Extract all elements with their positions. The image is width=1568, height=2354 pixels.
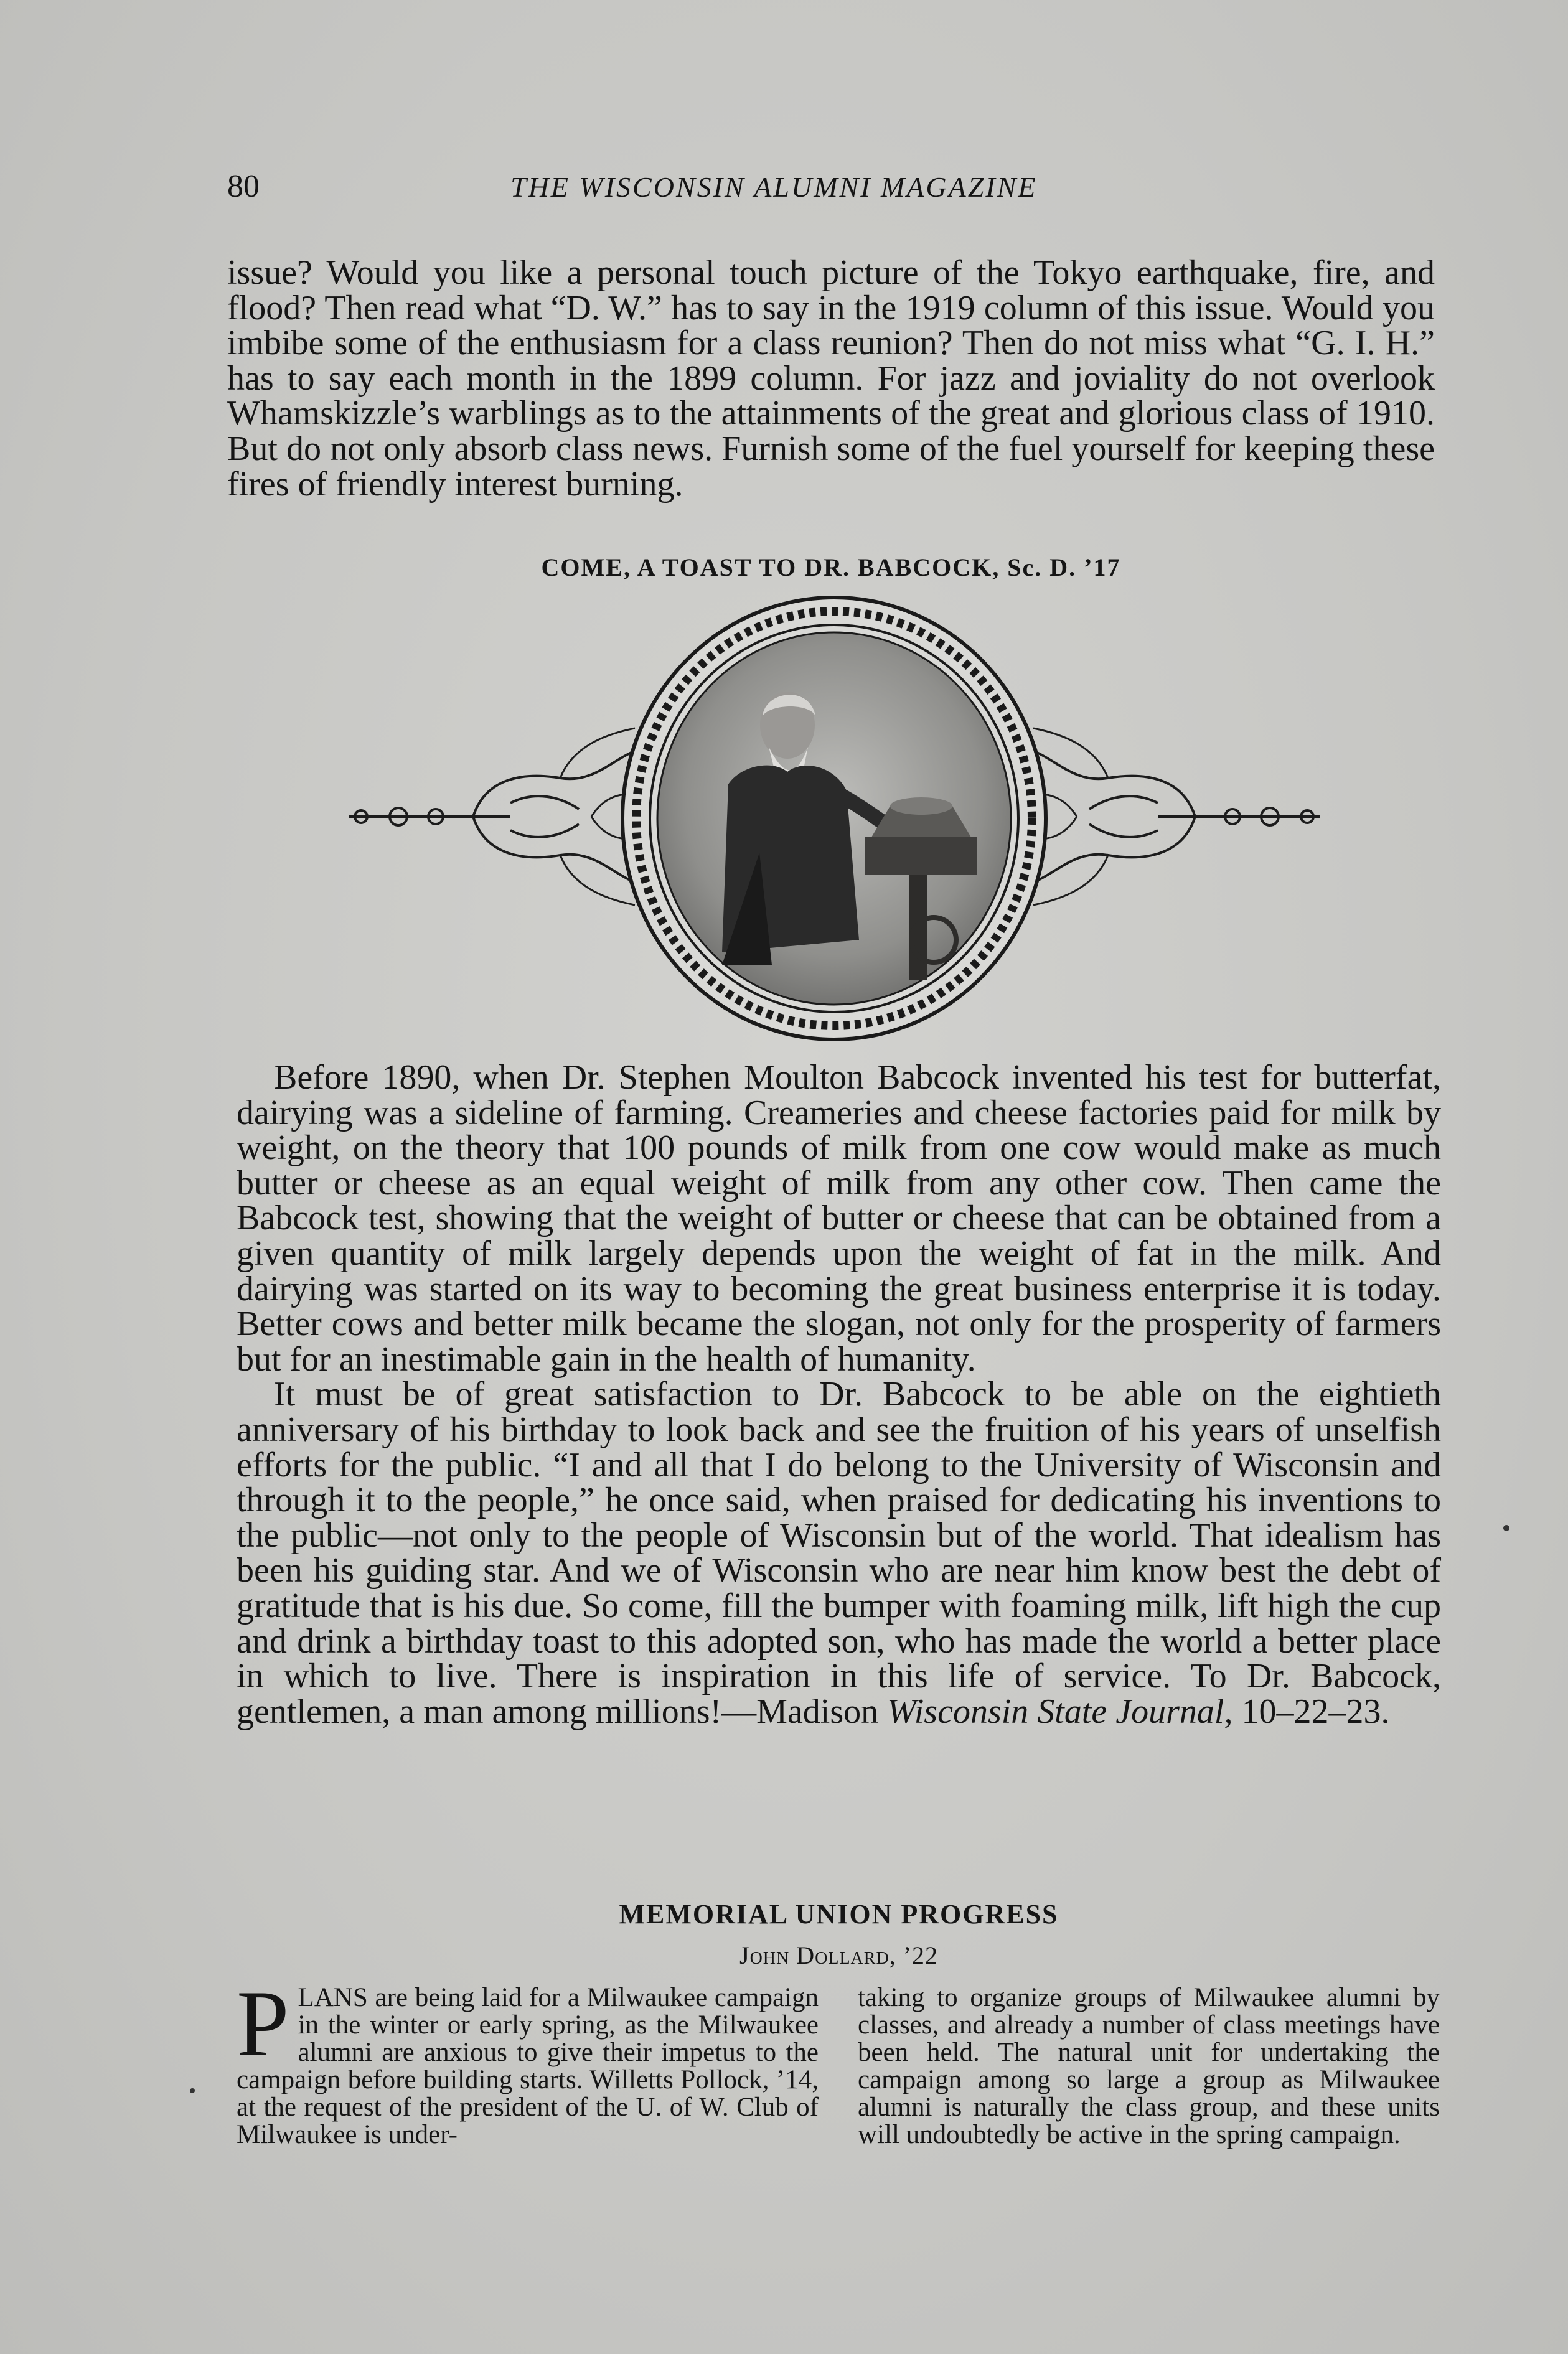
portrait-ornament-illustration <box>324 591 1345 1046</box>
left-scroll-ornament <box>349 728 647 905</box>
page-number: 80 <box>227 169 260 204</box>
toast-article <box>237 1060 1441 1729</box>
memorial-union-column-right: taking to organize groups of Milwaukee alumni by classes, and already a number of class meetings have been held. The natural unit for undertaking the campaign among so large a group as Milwaukee alumni is naturally the class group, and these units will undoubtedly be active in the spring campaign. <box>858 1983 1440 2149</box>
page-header <box>227 168 1410 218</box>
right-scroll-ornament <box>1021 728 1320 905</box>
print-speck <box>190 2088 195 2093</box>
memorial-union-column-left <box>237 1971 819 2149</box>
toast-paragraph-2 <box>237 1377 1441 1729</box>
toast-paragraph-1: Before 1890, when Dr. Stephen Moulton Babcock invented his test for butterfat, dairying was a sideline of farming. Creameries and cheese factories paid for milk by weight, on the theory that 100 pounds of milk from one cow would make as much butter or cheese as an equal weight of milk from any other cow. Then came the Babcock test, showing that the weight of butter or cheese that can be obtained from a given quantity of milk largely depends upon the weight of fat in the milk. And dairying was started on its way to becoming the great business enterprise it is today. Better cows and better milk became the slogan, not only for the prosperity of farmers but for an inestimable gain in the health of humanity. <box>237 1058 1441 1379</box>
magazine-title: THE WISCONSIN ALUMNI MAGAZINE <box>510 171 1038 203</box>
memorial-union-byline: John Dollard, ’22 <box>739 1941 938 1969</box>
print-speck <box>1503 1525 1509 1531</box>
toast-paragraph-2-text: It must be of great satisfaction to Dr. Babcock to be able on the eightieth anniversary of his birthday to look back and see the fruition of his years of unselfish efforts for the public. “I and all that I do belong to the University of Wisconsin and through it to the people,” he once said, when praised for dedicating his inventions to the public—not only to the people of Wisconsin but of the world. That idealism has been his guiding star. And we of Wisconsin who are near him know best the debt of gratitude that is his due. So come, fill the bumper with foaming milk, lift high the cup and drink a birthday toast to this adopted son, who has made the world a better place in which to live. There is inspiration in this life of service. To Dr. Babcock, gentlemen, a man among millions!—Madison <box>237 1375 1441 1731</box>
drop-cap: P <box>237 1971 289 2076</box>
intro-paragraph: issue? Would you like a personal touch picture of the Tokyo earthquake, fire, and flood? Then read what “D. W.” has to say in the 1919 column of this issue. Would you imbibe some of the enthusiasm for a class reunion? Then do not miss what “G. I. H.” has to say each month in the 1899 column. For jazz and joviality do not overlook Whamskizzle’s warblings as to the attainments of the great and glorious class of 1910. But do not only absorb class news. Furnish some of the fuel yourself for keeping these fires of friendly interest burning. <box>227 253 1435 504</box>
column-left-text: LANS are being laid for a Milwaukee campaign in the winter or early spring, as the Milwaukee alumni are anxious to give their impetus to the campaign before building starts. Willetts Pollock, ’14, at the request of the president of the U. of W. Club of Milwaukee is under- <box>237 1983 819 2149</box>
toast-heading: COME, A TOAST TO DR. BABCOCK, Sc. D. ’17 <box>541 553 1121 581</box>
source-date: 10–22–23. <box>1241 1692 1390 1731</box>
source-publication: Wisconsin State Journal, <box>887 1692 1233 1731</box>
memorial-union-heading: MEMORIAL UNION PROGRESS <box>619 1899 1059 1930</box>
